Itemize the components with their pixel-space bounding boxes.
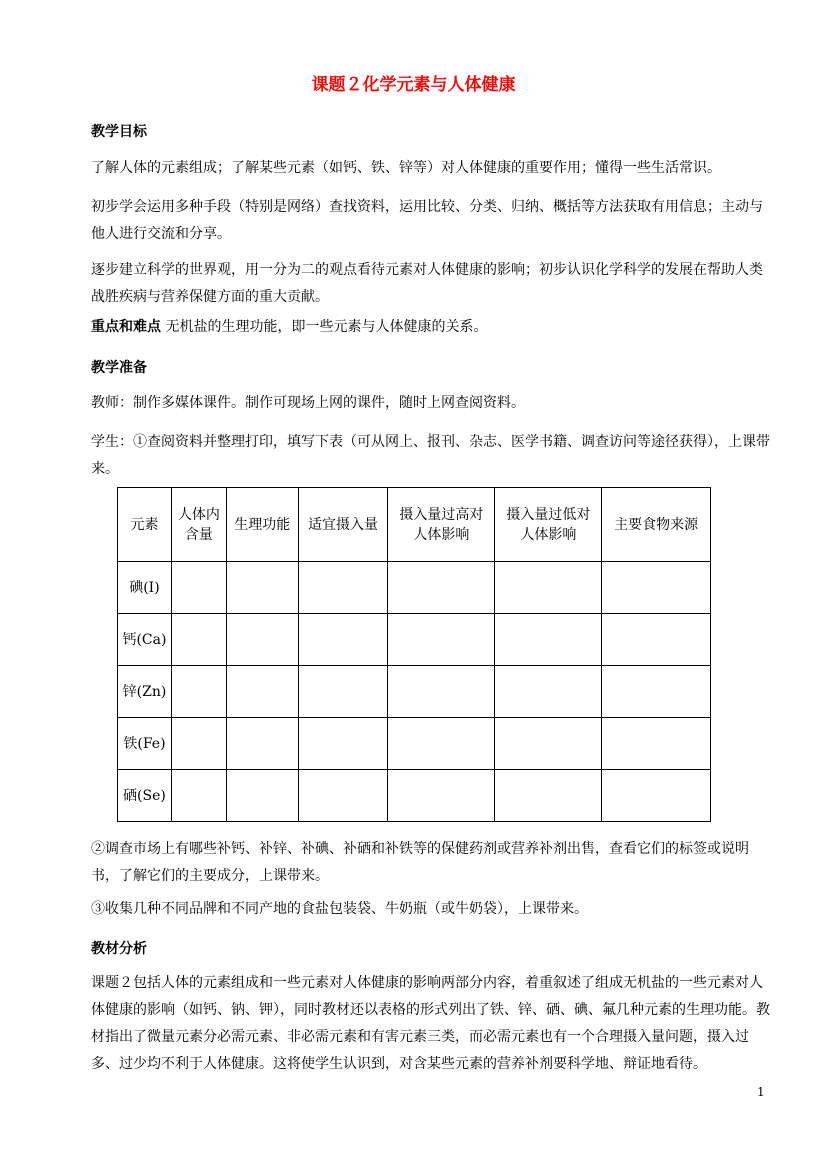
table-cell [495, 562, 602, 614]
prep-heading: 教学准备 [91, 360, 147, 376]
table-cell [171, 770, 226, 822]
element-cell: 铁(Fe) [118, 718, 172, 770]
table-cell [495, 718, 602, 770]
table-header-row [118, 488, 711, 562]
table-header-cell: 主要食物来源 [602, 488, 711, 562]
header-text: 摄入量过低对人体影响 [506, 506, 591, 543]
analysis-paragraph [91, 970, 773, 1078]
table-row [118, 718, 711, 770]
table-row [118, 614, 711, 666]
table-cell [388, 770, 495, 822]
student-paragraph-2 [91, 836, 773, 890]
table-cell [298, 718, 388, 770]
table-header-cell: 生理功能 [226, 488, 298, 562]
student-text-3: ③收集几种不同品牌和不同产地的食盐包装袋、牛奶瓶（或牛奶袋），上课带来。 [91, 901, 588, 917]
element-cell: 碘(I) [118, 562, 172, 614]
table-cell [602, 666, 711, 718]
header-text: 人体内含量 [177, 506, 220, 543]
analysis-text: 课题２包括人体的元素组成和一些元素对人体健康的影响两部分内容，着重叙述了组成无机盐的一些元素对人体健康的影响（如钙、钠、钾），同时教材还以表格的形式列出了铁、锌、硒、碘、氟几种元素的生理功能。教材指出了微量元素分必需元素、非必需元素和有害元素三类，而必需元素也有一个合理摄入量问题，摄入过多、过少均不利于人体健康。这将使学生认识到，对含某些元素的营养补剂要科学地、辩证地看待。 [91, 975, 770, 1072]
table-cell [226, 718, 298, 770]
table-cell [495, 770, 602, 822]
table-header-cell [495, 488, 602, 562]
student-text-2: ②调查市场上有哪些补钙、补锌、补碘、补硒和补铁等的保健药剂或营养补剂出售，查看它们的标签或说明书，了解它们的主要成分，上课带来。 [91, 841, 749, 884]
goal-text-2: 初步学会运用多种手段（特别是网络）查找资料，运用比较、分类、归纳、概括等方法获取有用信息；主动与他人进行交流和分享。 [91, 199, 763, 242]
table-cell [602, 770, 711, 822]
table-cell [298, 562, 388, 614]
table-cell [226, 562, 298, 614]
student-paragraph-1 [91, 429, 773, 483]
student-text-1: 学生：①查阅资料并整理打印，填写下表（可从网上、报刊、杂志、医学书籍、调查访问等途径获得），上课带来。 [91, 434, 770, 477]
key-points-text: 无机盐的生理功能，即一些元素与人体健康的关系。 [161, 319, 488, 335]
goal-paragraph-3 [91, 257, 773, 311]
table-cell [226, 614, 298, 666]
goal-text-3: 逐步建立科学的世界观，用一分为二的观点看待元素对人体健康的影响；初步认识化学科学的发展在帮助人类战胜疾病与营养保健方面的重大贡献。 [91, 262, 763, 305]
goals-heading: 教学目标 [91, 124, 147, 140]
table-cell [171, 614, 226, 666]
table-cell [298, 666, 388, 718]
table-cell [388, 614, 495, 666]
goal-paragraph-1 [91, 155, 773, 182]
document-title: 课题２化学元素与人体健康 [311, 75, 516, 95]
table-cell [602, 718, 711, 770]
table-row [118, 666, 711, 718]
table-cell [171, 666, 226, 718]
table-cell [388, 666, 495, 718]
header-text: 摄入量过高对人体影响 [399, 506, 484, 543]
table-header-cell: 元素 [118, 488, 172, 562]
table-cell [226, 770, 298, 822]
goal-text-1: 了解人体的元素组成；了解某些元素（如钙、铁、锌等）对人体健康的重要作用；懂得一些生活常识。 [91, 160, 721, 176]
key-points-label: 重点和难点 [91, 319, 161, 335]
table-cell [602, 562, 711, 614]
table-cell [171, 562, 226, 614]
teacher-paragraph [91, 390, 773, 417]
table-cell [388, 718, 495, 770]
page-number: 1 [757, 1085, 765, 1099]
table-cell [298, 770, 388, 822]
table-cell [171, 718, 226, 770]
element-cell: 钙(Ca) [118, 614, 172, 666]
table-header-cell [171, 488, 226, 562]
table-row [118, 562, 711, 614]
analysis-heading: 教材分析 [91, 941, 147, 957]
element-cell: 硒(Se) [118, 770, 172, 822]
table-row [118, 770, 711, 822]
key-points-paragraph [91, 314, 773, 341]
element-cell: 锌(Zn) [118, 666, 172, 718]
table-header-cell [388, 488, 495, 562]
table-cell [495, 614, 602, 666]
table-cell [495, 666, 602, 718]
table-cell [226, 666, 298, 718]
goal-paragraph-2 [91, 194, 773, 248]
element-info-table [117, 487, 711, 822]
table-cell [602, 614, 711, 666]
student-paragraph-3 [91, 896, 773, 923]
teacher-text: 教师：制作多媒体课件。制作可现场上网的课件，随时上网查阅资料。 [91, 395, 525, 411]
table-cell [298, 614, 388, 666]
table-header-cell: 适宜摄入量 [298, 488, 388, 562]
table-cell [388, 562, 495, 614]
